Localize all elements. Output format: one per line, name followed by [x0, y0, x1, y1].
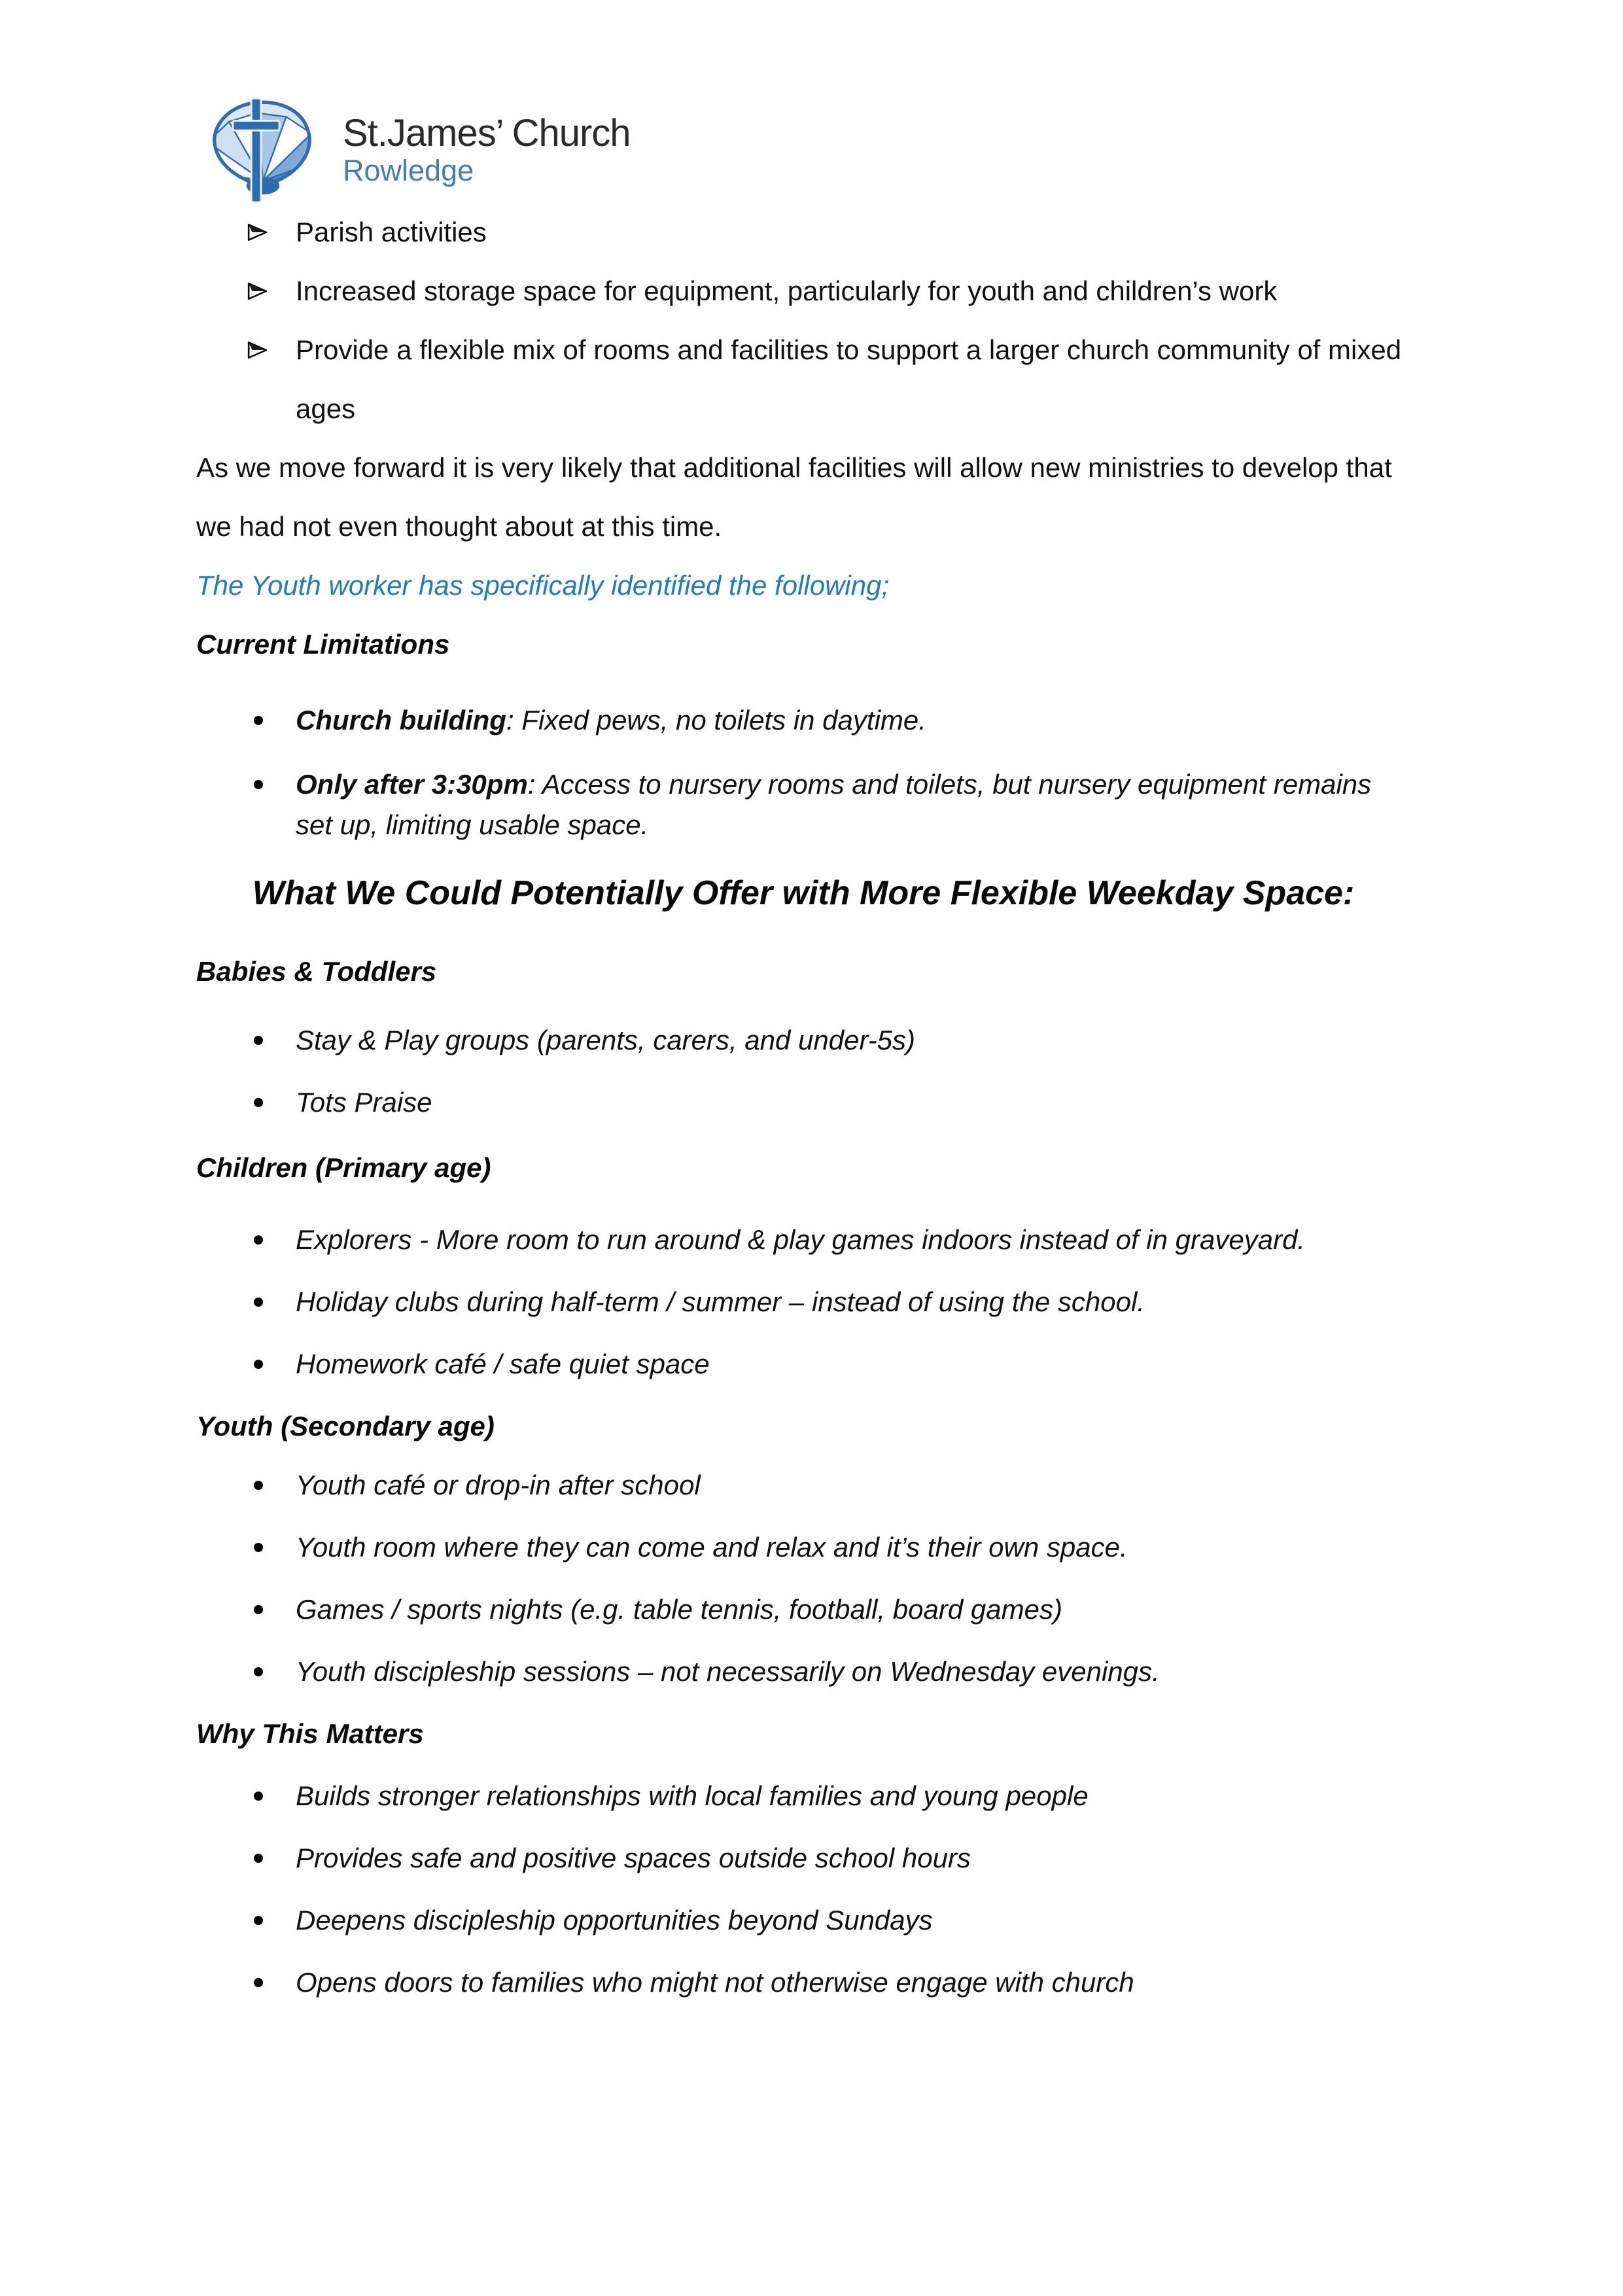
list-item	[196, 1082, 1410, 1123]
dot-bullet-icon	[254, 1481, 263, 1490]
youth-worker-note: The Youth worker has specifically identified the following;	[196, 570, 890, 601]
list-item-text: Explorers - More room to run around & play games indoors instead of in graveyard.	[296, 1224, 1306, 1255]
intro-paragraph: As we move forward it is very likely that additional facilities will allow new ministries to develop that we had not even thought about at this time.	[196, 452, 1392, 542]
list-item	[196, 764, 1410, 845]
list-item	[196, 1282, 1410, 1322]
list-item-text: Provide a flexible mix of rooms and facilities to support a larger church community of mixed ages	[296, 334, 1402, 424]
list-item	[196, 1838, 1410, 1879]
list-item-text: Deepens discipleship opportunities beyond Sundays	[296, 1905, 933, 1935]
section-list-children	[196, 1220, 1410, 1385]
dot-bullet-icon	[254, 1916, 263, 1925]
list-item	[196, 1900, 1410, 1941]
church-logo	[203, 92, 1623, 206]
list-item-text: Tots Praise	[296, 1087, 432, 1118]
list-item-text: Homework café / safe quiet space	[296, 1349, 710, 1379]
dot-bullet-icon	[254, 780, 263, 789]
list-item	[196, 321, 1410, 438]
document-body	[196, 203, 1410, 2003]
dot-bullet-icon	[254, 1854, 263, 1863]
arrow-bullet-icon	[247, 340, 268, 361]
church-location: Rowledge	[343, 154, 474, 187]
section-heading-why-this-matters: Why This Matters	[196, 1718, 424, 1749]
list-item	[196, 1962, 1410, 2003]
list-item-text: Opens doors to families who might not otherwise engage with church	[296, 1967, 1134, 1998]
list-item-text: Provides safe and positive spaces outside school hours	[296, 1843, 971, 1873]
logo-text	[343, 92, 631, 187]
dot-bullet-icon	[254, 1360, 263, 1369]
list-item	[196, 1220, 1410, 1260]
list-item	[196, 1465, 1410, 1506]
list-item-text: : Access to nursery rooms and toilets, but nursery equipment remains set up, limiting usable space.	[296, 769, 1372, 840]
scallop-shell-cross-icon	[203, 92, 319, 208]
section-heading-babies-toddlers: Babies & Toddlers	[196, 956, 437, 987]
list-item-label: Only after 3:30pm	[296, 769, 528, 800]
section-heading-children: Children (Primary age)	[196, 1152, 491, 1183]
dot-bullet-icon	[254, 1792, 263, 1801]
dot-bullet-icon	[254, 716, 263, 725]
list-item-text: Youth discipleship sessions – not necessarily on Wednesday evenings.	[296, 1656, 1160, 1687]
list-item-text: Builds stronger relationships with local families and young people	[296, 1780, 1089, 1811]
list-item	[196, 262, 1410, 321]
dot-bullet-icon	[254, 1235, 263, 1245]
dot-bullet-icon	[254, 1036, 263, 1045]
list-item-text: Stay & Play groups (parents, carers, and under-5s)	[296, 1025, 916, 1055]
list-item-text: Youth room where they can come and relax and it’s their own space.	[296, 1532, 1128, 1563]
list-item	[196, 1589, 1410, 1630]
list-item-text: : Fixed pews, no toilets in daytime.	[506, 705, 926, 735]
list-item	[196, 1020, 1410, 1061]
dot-bullet-icon	[254, 1098, 263, 1107]
arrow-bullet-icon	[247, 222, 268, 243]
current-limitations-list	[196, 700, 1410, 845]
arrow-bullet-icon	[247, 281, 268, 302]
dot-bullet-icon	[254, 1978, 263, 1987]
list-item-text: Increased storage space for equipment, particularly for youth and children’s work	[296, 275, 1278, 306]
list-item-text: Holiday clubs during half-term / summer – instead of using the school.	[296, 1286, 1145, 1317]
list-item	[196, 1651, 1410, 1692]
intro-bullet-list	[196, 203, 1410, 438]
dot-bullet-icon	[254, 1543, 263, 1552]
dot-bullet-icon	[254, 1605, 263, 1614]
list-item	[196, 1776, 1410, 1816]
section-list-babies-toddlers	[196, 1020, 1410, 1123]
list-item	[196, 700, 1410, 741]
list-item-text: Games / sports nights (e.g. table tennis, football, board games)	[296, 1594, 1062, 1625]
dot-bullet-icon	[254, 1298, 263, 1307]
section-list-why-this-matters	[196, 1776, 1410, 2003]
list-item-text: Parish activities	[296, 217, 487, 247]
dot-bullet-icon	[254, 1667, 263, 1676]
current-limitations-heading: Current Limitations	[196, 629, 450, 660]
section-heading-youth: Youth (Secondary age)	[196, 1411, 495, 1441]
list-item	[196, 1527, 1410, 1568]
church-name: St.James’ Church	[343, 112, 631, 154]
list-item	[196, 1344, 1410, 1385]
section-list-youth	[196, 1465, 1410, 1692]
list-item-text: Youth café or drop-in after school	[296, 1470, 701, 1500]
list-item	[196, 203, 1410, 262]
list-item-label: Church building	[296, 705, 506, 735]
offer-heading: What We Could Potentially Offer with More Flexible Weekday Space:	[252, 874, 1355, 912]
